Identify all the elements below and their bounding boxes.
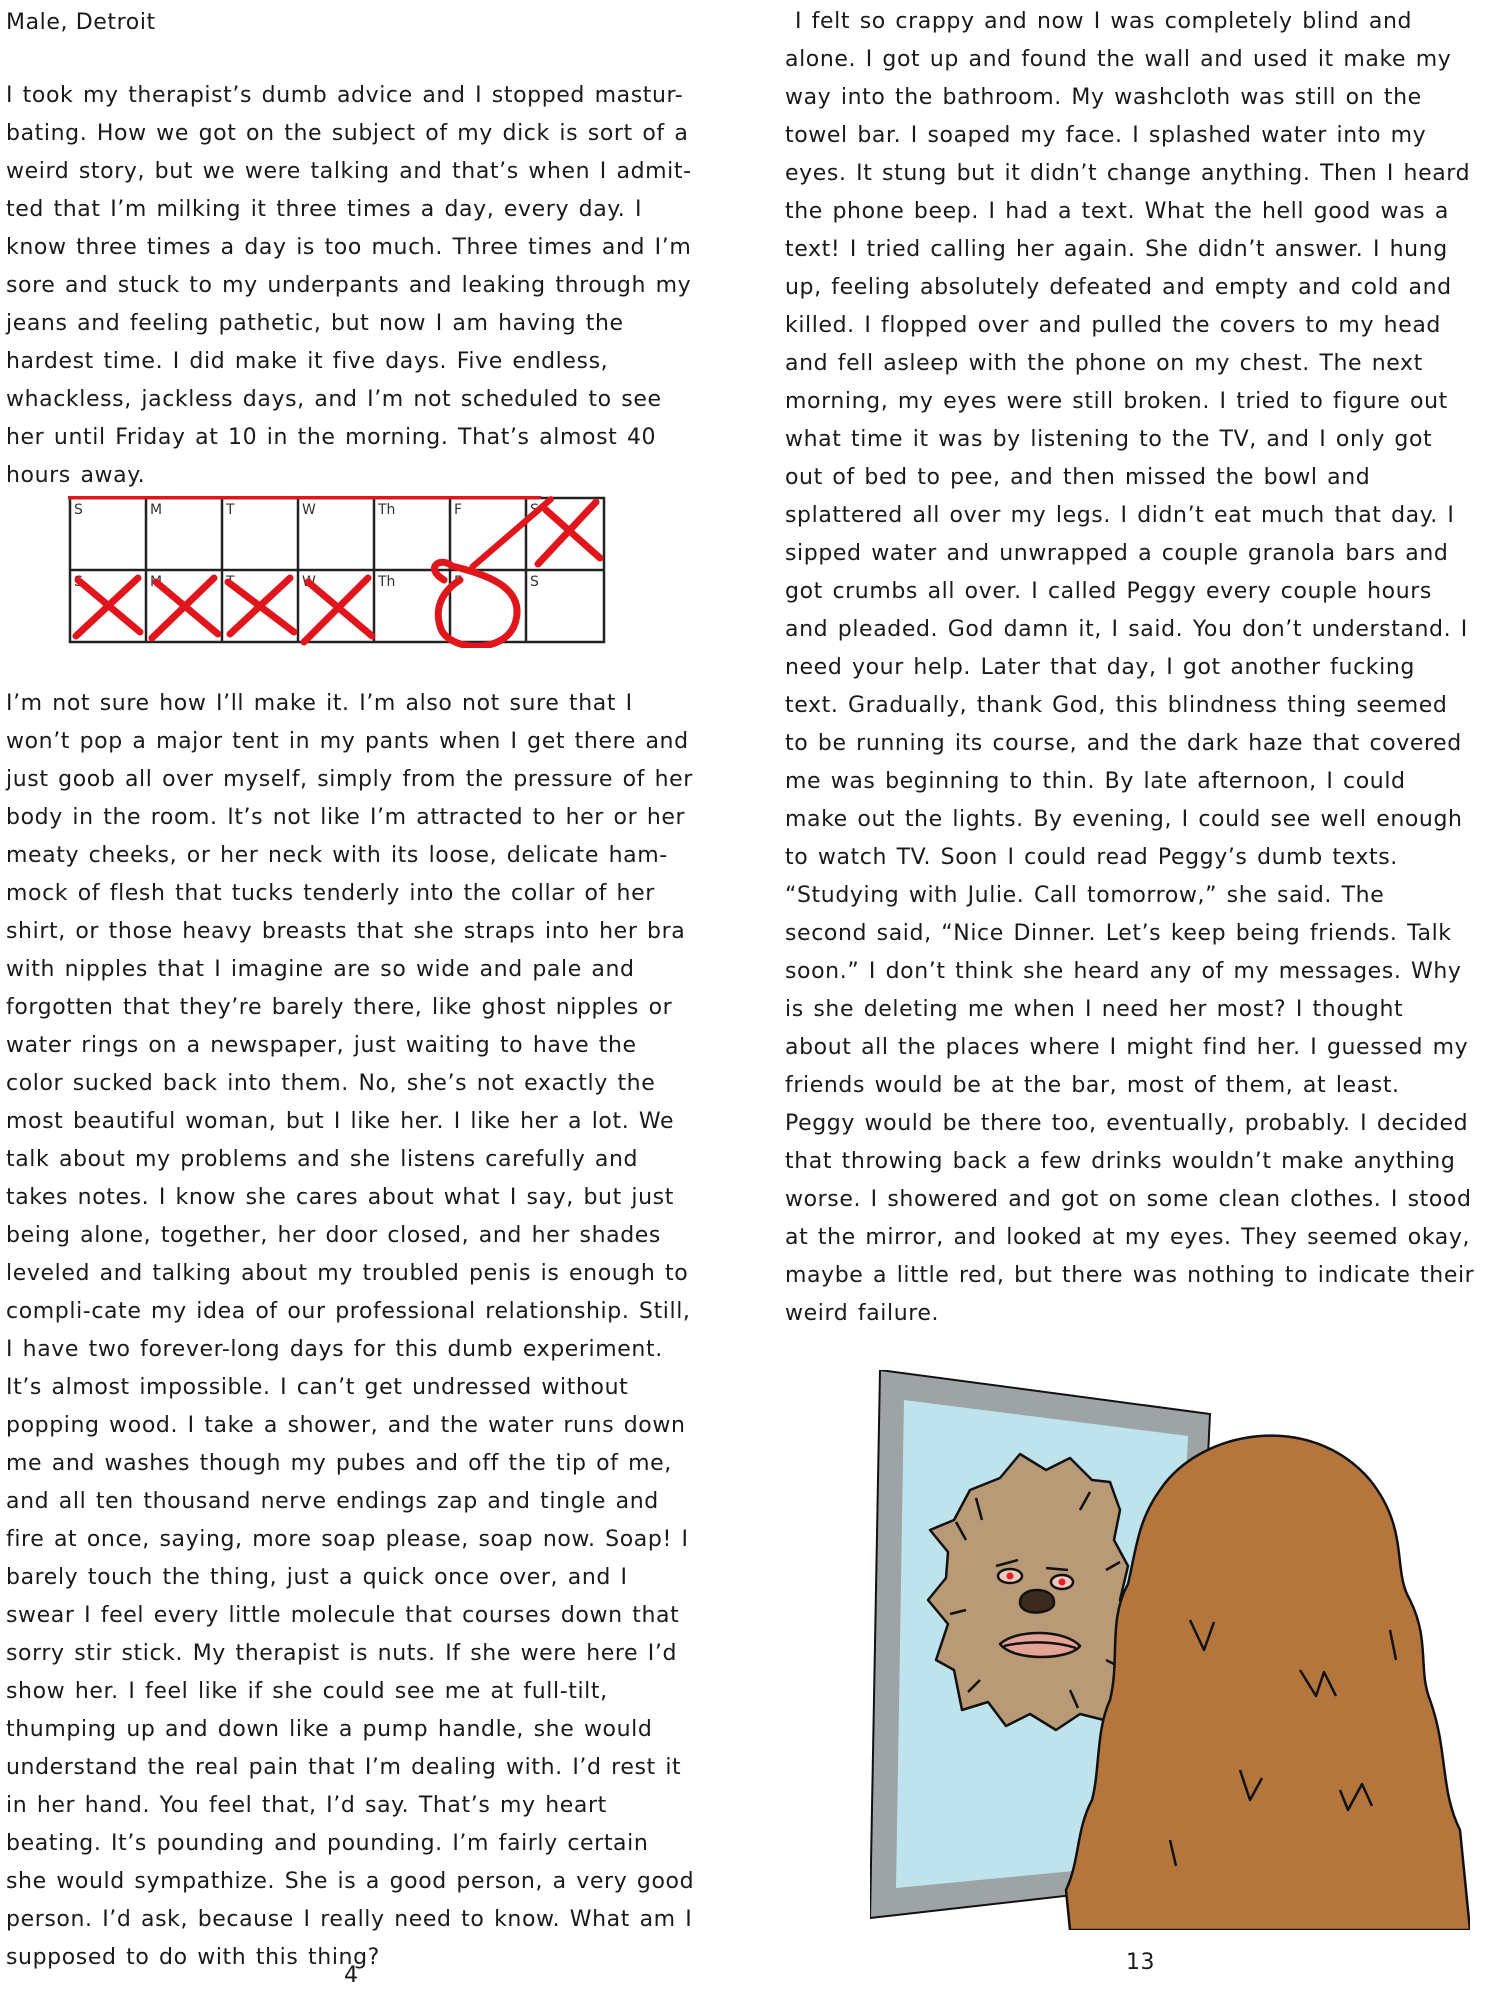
cal-w1-fri: F [454,502,463,518]
cal-w2-mon: M [150,574,163,590]
cal-w1-tue: T [226,502,235,518]
cal-w1-thu: Th [378,502,396,518]
cal-w2-sat: S [530,574,539,590]
calendar-week-1-labels [74,502,539,518]
cal-w1-sat: S [530,502,539,518]
circle-mark-week2-fri [435,562,518,646]
right-paragraph: I felt so crappy and now I was completely blind and alone. I got up and found the wall and used it make my way into the bathroom. My washcloth was still on the towel bar. I soaped my face. I splashed water into my eyes. It stung but it didn’t change anything. Then I heard the phone beep. I had a text. What the hell good was a text! I tried calling her again. She didn’t answer. I hung up, feeling absolutely defeated and empty and cold and killed. I flopped over and pulled the covers to my head and fell asleep with the phone on my chest. The next morning, my eyes were still broken. I tried to figure out what time it was by listening to the TV, and I only got out of bed to pee, and then missed the bowl and splattered all over my legs. I didn’t eat much that day. I sipped water and unwrapped a couple granola bars and got crumbs all over. I called Peggy every couple hours and pleaded. God damn it, I said. You don’t understand. I need your help. Later that day, I got another fucking text. Gradually, thank God, this blindness thing seemed to be running its course, and the dark haze that covered me was beginning to thin. By late afternoon, I could make out the lights. By evening, I could see well enough to watch TV. Soon I could read Peggy’s dumb texts. “Studying with Julie. Call tomorrow,” she said. The second said, “Nice Dinner. Let’s keep being friends. Talk soon.” I don’t think she heard any of my messages. Why is she deleting me when I need her most? I thought about all the places where I might find her. I guessed my friends would be at the bar, most of them, at least. Peggy would be there too, eventually, probably. I decided that throwing back a few drinks wouldn’t make anything worse. I showered and got on some clean clothes. I stood at the mirror, and looked at my eyes. They seemed okay, maybe a little red, but there was nothing to indicate their weird failure. [785,9,1475,1326]
chewbacca-mirror-illustration [870,1370,1470,1930]
cal-w2-thu: Th [378,574,396,590]
right-page-number: 13 [1126,1950,1155,1975]
cal-w2-fri: F [454,574,463,590]
calendar-grid [68,496,608,648]
left-page-number: 4 [344,1963,359,1988]
cal-w1-sun: S [74,502,83,518]
cal-w1-mon: M [150,502,163,518]
cal-w2-sun: S [74,574,83,590]
cal-w2-wed: W [302,574,316,590]
cal-w1-wed: W [302,502,316,518]
left-paragraph-1: I took my therapist’s dumb advice and I stopped mastur-bating. How we got on the subject of my dick is sort of a weird story, but we were talking and that’s when I admit-ted that I’m milking it three times a day, every day. I know three times a day is too much. Three times and I’m sore and stuck to my underpants and leaking through my jeans and feeling pathetic, but now I am having the hardest time. I did make it five days. Five endless, whackless, jackless days, and I’m not scheduled to see her until Friday at 10 in the morning. That’s almost 40 hours away. [6,83,692,488]
story-heading: Male, Detroit [6,10,156,35]
left-paragraph-2: I’m not sure how I’ll make it. I’m also not sure that I won’t pop a major tent in my pants when I get there and just goob all over myself, simply from the pressure of her body in the room. It’s not like I’m attracted to her or her meaty cheeks, or her neck with its loose, delicate ham-mock of flesh that tucks tenderly into the collar of her shirt, or those heavy breasts that she straps into her bra with nipples that I imagine are so wide and pale and forgotten that they’re barely there, like ghost nipples or water rings on a newspaper, just waiting to have the color sucked back into them. No, she’s not exactly the most beautiful woman, but I like her. I like her a lot. We talk about my problems and she listens carefully and takes notes. I know she cares about what I say, but just being alone, together, her door closed, and her shades leveled and talking about my troubled penis is enough to compli-cate my idea of our professional relationship. Still, I have two forever-long days for this dumb experiment. It’s almost impossible. I can’t get undressed without popping wood. I take a shower, and the water runs down me and washes though my pubes and off the tip of me, and all ten thousand nerve endings zap and tingle and fire at once, saying, more soap please, soap now. Soap! I barely touch the thing, just a quick once over, and I swear I feel every little molecule that courses down that sorry stir stick. My therapist is nuts. If she were here I’d show her. I feel like if she could see me at full-tilt, thumping up and down like a pump handle, she would understand the real pain that I’m dealing with. I’d rest it in her hand. You feel that, I’d say. That’s my heart beating. It’s pounding and pounding. I’m fairly certain she would sympathize. She is a good person, a very good person. I’d ask, because I really need to know. What am I supposed to do with this thing? [6,691,695,1970]
cal-w2-tue: T [226,574,235,590]
